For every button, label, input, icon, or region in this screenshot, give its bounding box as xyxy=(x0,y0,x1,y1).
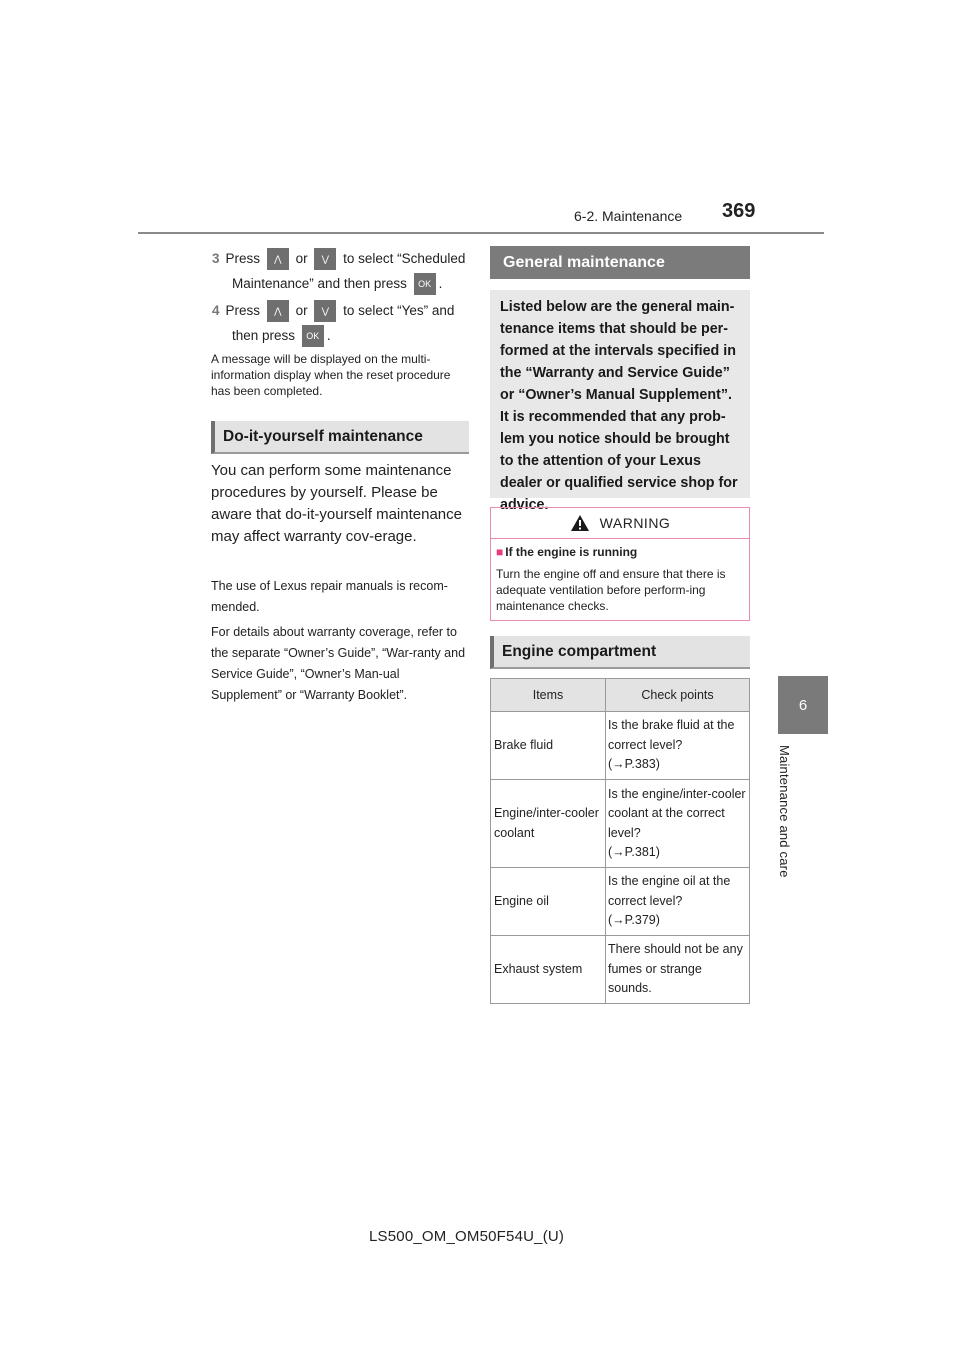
column-header-check-points: Check points xyxy=(606,679,750,712)
running-header-section: 6-2. Maintenance xyxy=(574,208,683,224)
step-3: 3 Press ⋀ or ⋁ to select “Scheduled Maintenance” and then press OK . xyxy=(212,246,472,296)
chapter-title-vertical: Maintenance and care xyxy=(777,745,792,878)
square-bullet-icon: ■ xyxy=(496,545,504,559)
general-maintenance-heading: General maintenance xyxy=(490,246,750,279)
step-4: 4 Press ⋀ or ⋁ to select “Yes” and then press OK . xyxy=(212,298,472,348)
table-cell-item: Brake fluid xyxy=(491,712,606,780)
warning-box xyxy=(490,507,750,621)
up-key-icon: ⋀ xyxy=(267,248,289,270)
engine-compartment-heading: Engine compartment xyxy=(490,636,750,669)
warning-subtitle: ■ If the engine is running xyxy=(496,545,638,559)
table-cell-check: There should not be any fumes or strange sounds. xyxy=(606,936,750,1004)
table-cell-check: Is the engine oil at the correct level? (→P.379) xyxy=(606,868,750,936)
step-number: 4 xyxy=(212,303,220,318)
down-key-icon: ⋁ xyxy=(314,248,336,270)
warning-label: WARNING xyxy=(599,515,671,531)
engine-compartment-table xyxy=(490,678,750,1004)
step-number: 3 xyxy=(212,251,220,266)
warning-triangle-icon xyxy=(570,514,590,532)
diy-intro: You can perform some maintenance procedures by yourself. Please be aware that do-it-yourself maintenance may affect warranty cov-erage. xyxy=(211,462,462,545)
column-header-items: Items xyxy=(491,679,606,712)
warning-text: Turn the engine off and ensure that there is adequate ventilation before perform-ing maintenance checks. xyxy=(496,567,726,613)
general-maintenance-text: Listed below are the general main-tenance items that should be per-formed at the intervals specified in the “Warranty and Service Guide” or “Owner’s Manual Supplement”. It is recommended that any prob-lem you notice should be brought to the attention of your Lexus dealer or qualified service shop for advice. xyxy=(490,290,750,498)
table-cell-item: Engine/inter-cooler coolant xyxy=(491,780,606,868)
header-rule xyxy=(138,232,824,234)
page-number: 369 xyxy=(722,200,756,222)
table-row xyxy=(491,780,750,868)
down-key-icon: ⋁ xyxy=(314,300,336,322)
table-header-row xyxy=(491,679,750,712)
page-reference: (→P.383) xyxy=(608,757,660,772)
table-cell-item: Engine oil xyxy=(491,868,606,936)
document-code-footer: LS500_OM_OM50F54U_(U) xyxy=(369,1228,565,1245)
diy-note-warranty: For details about warranty coverage, refer to the separate “Owner’s Guide”, “War-ranty and Service Guide”, “Owner’s Man-ual Supplement” or “Warranty Booklet”. xyxy=(211,625,466,702)
table-row xyxy=(491,712,750,780)
diy-note-repair-manuals: The use of Lexus repair manuals is recom-mended. xyxy=(211,579,448,614)
page-reference: (→P.381) xyxy=(608,845,660,859)
table-cell-check: Is the engine/inter-cooler coolant at the correct level? (→P.381) xyxy=(606,780,750,868)
ok-key-icon: OK xyxy=(302,325,324,347)
table-row xyxy=(491,936,750,1004)
chapter-tab: 6 xyxy=(778,676,828,734)
table-cell-item: Exhaust system xyxy=(491,936,606,1004)
table-cell-check: Is the brake fluid at the correct level? (→P.383) xyxy=(606,712,750,780)
up-key-icon: ⋀ xyxy=(267,300,289,322)
ok-key-icon: OK xyxy=(414,273,436,295)
reset-note: A message will be displayed on the multi-information display when the reset procedure has been completed. xyxy=(211,352,451,398)
page-reference: (→P.379) xyxy=(608,913,660,928)
table-row xyxy=(491,868,750,936)
warning-header xyxy=(491,508,749,539)
diy-heading: Do-it-yourself maintenance xyxy=(211,421,469,454)
